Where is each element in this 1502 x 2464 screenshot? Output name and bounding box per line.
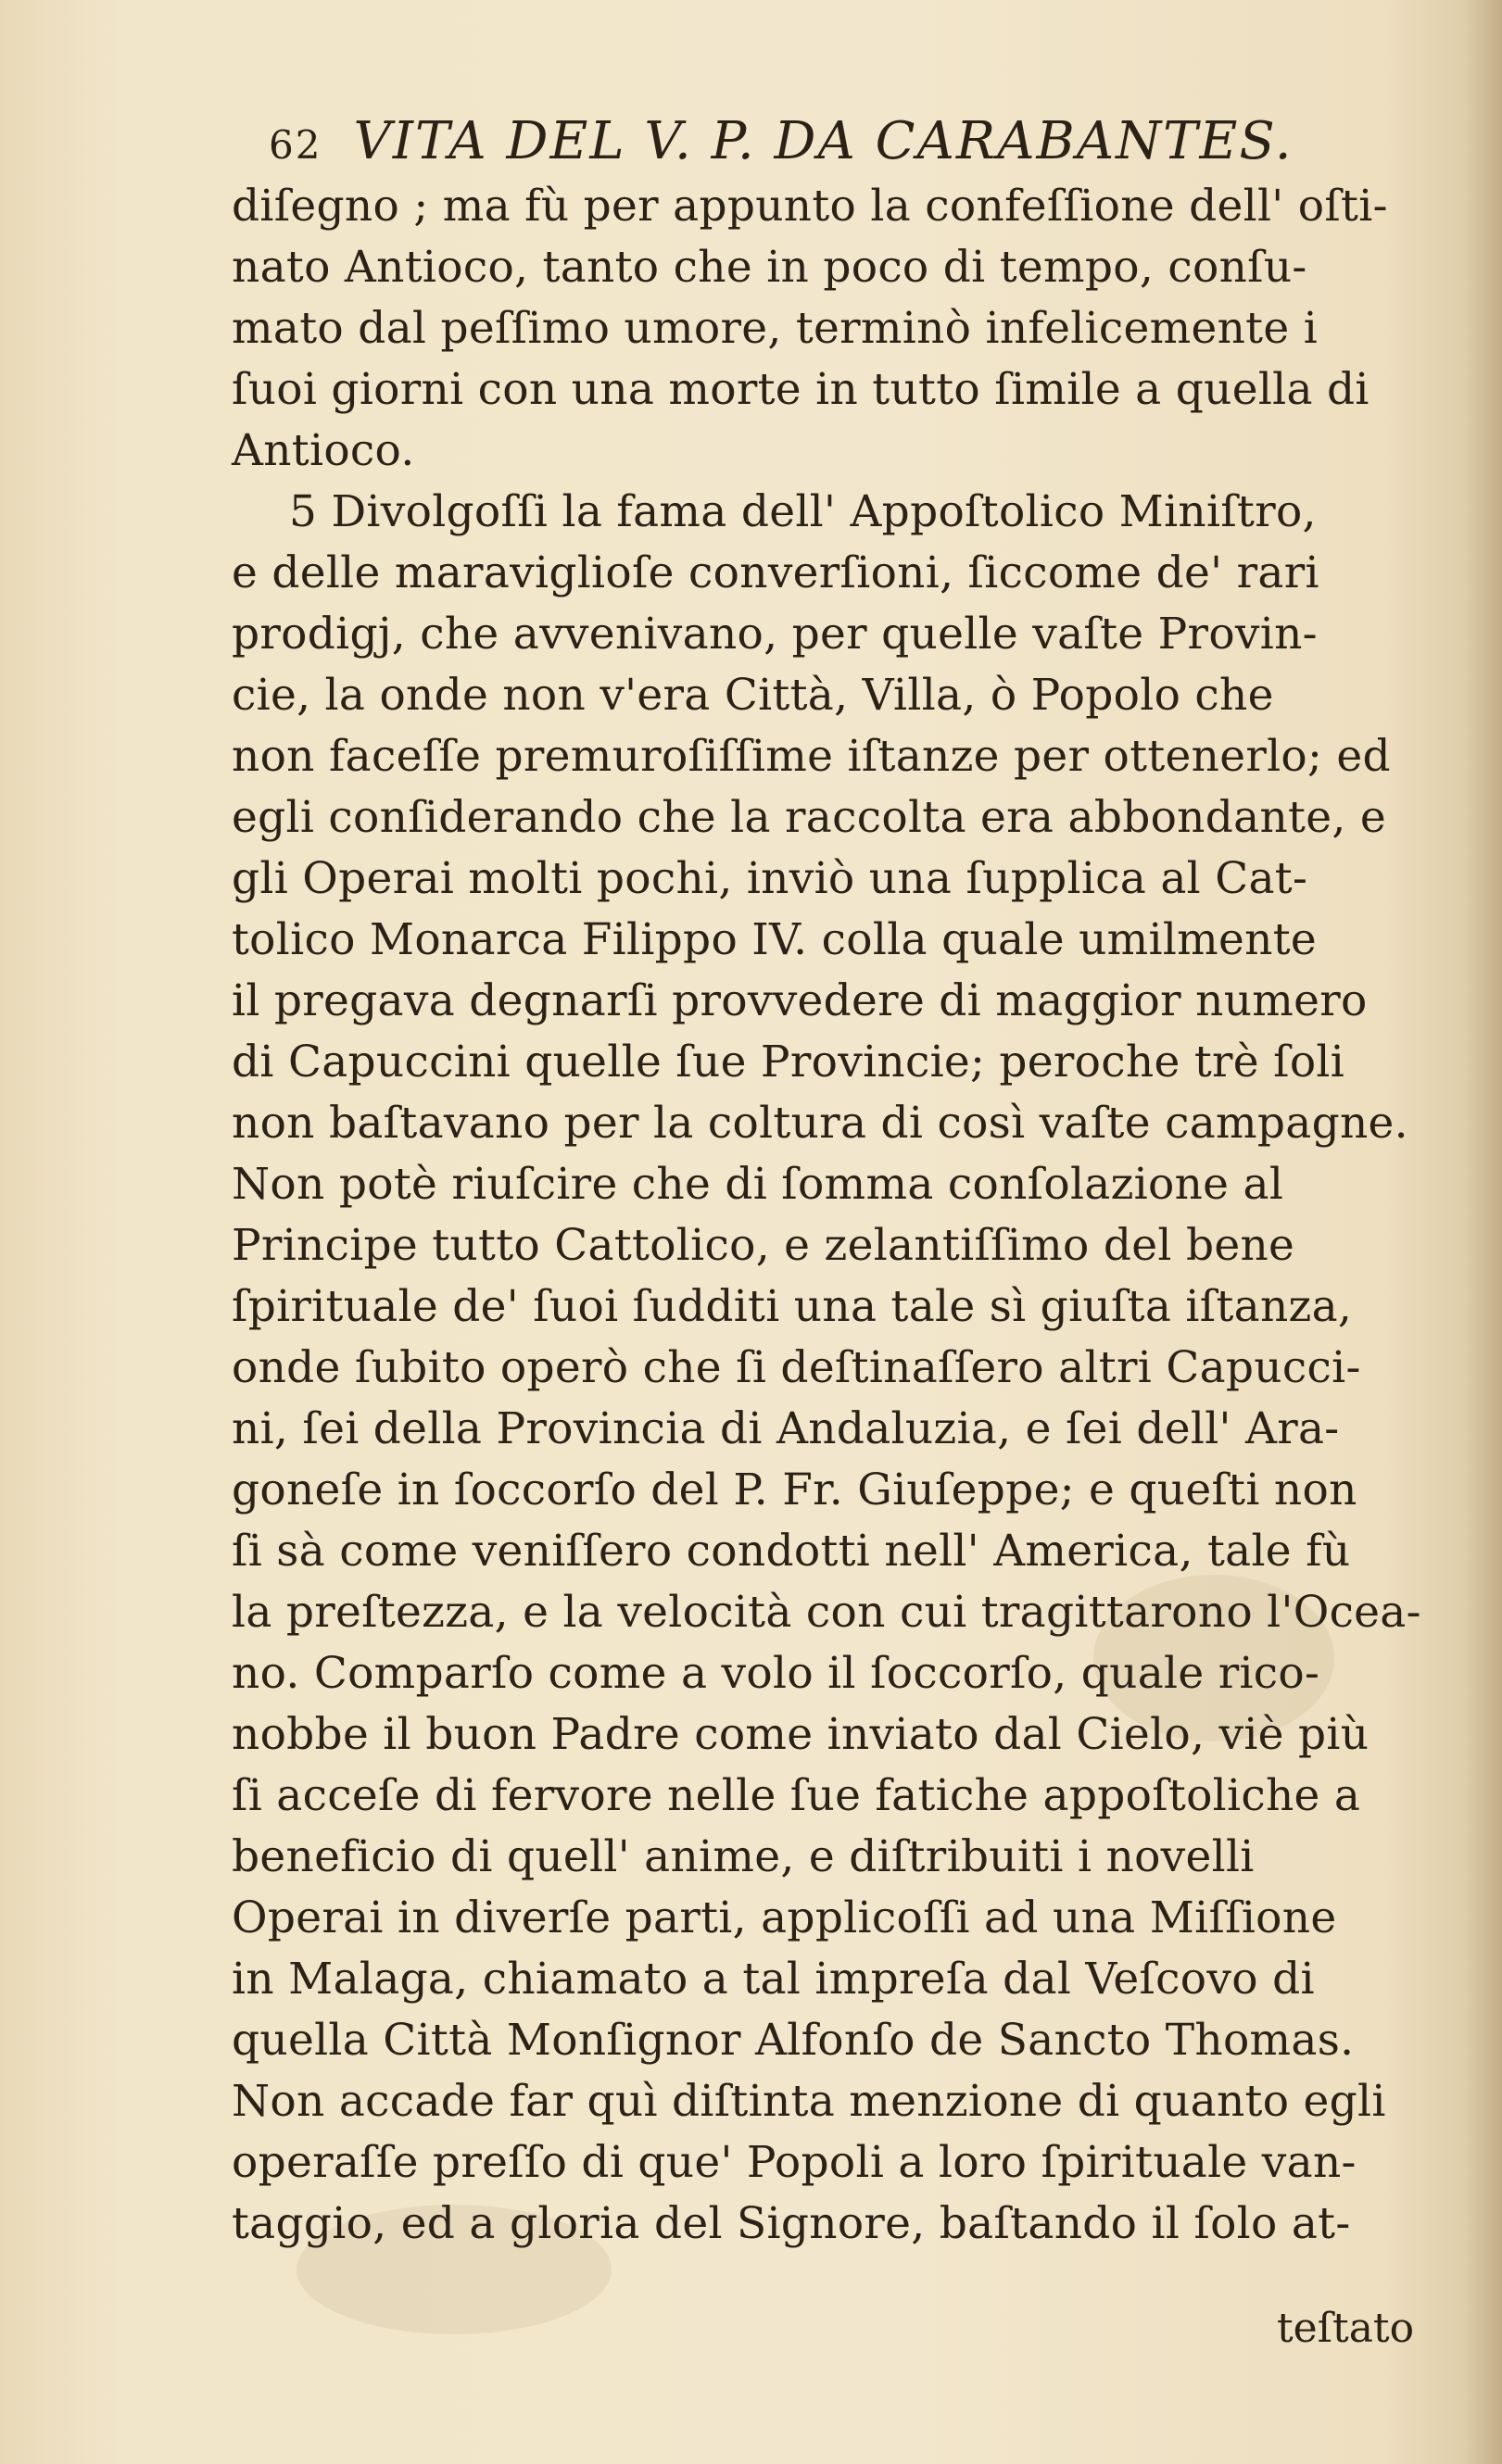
text-line: prodigj, che avvenivano, per quelle vaſte Provin- bbox=[232, 609, 1318, 660]
text-line: ſi sà come veniſſero condotti nell' America, tale fù bbox=[232, 1526, 1351, 1577]
text-line: Operai in diverſe parti, applicoſſi ad una Miſſione bbox=[232, 1892, 1337, 1943]
paragraph-start-line: 5 Divolgoſſi la fama dell' Appoſtolico Miniſtro, bbox=[289, 486, 1317, 537]
text-line: Antioco. bbox=[232, 425, 415, 476]
text-line: non faceſſe premuroſiſſime iſtanze per ottenerlo; ed bbox=[232, 731, 1391, 782]
text-line: Non potè riuſcire che di ſomma conſolazione al bbox=[232, 1159, 1284, 1210]
text-line: operaſſe preſſo di que' Popoli a loro ſpirituale van- bbox=[232, 2137, 1357, 2188]
text-line: Non accade far quì diſtinta menzione di quanto egli bbox=[232, 2076, 1386, 2127]
page-number: 62 bbox=[269, 122, 322, 168]
text-line: ſi acceſe di fervore nelle ſue fatiche appoſtoliche a bbox=[232, 1770, 1361, 1821]
text-line: beneficio di quell' anime, e diſtribuiti i novelli bbox=[232, 1831, 1255, 1882]
text-line: il pregava degnarſi provvedere di maggior numero bbox=[232, 975, 1368, 1026]
text-line: ſpirituale de' ſuoi ſudditi una tale sì giuſta iſtanza, bbox=[232, 1281, 1353, 1332]
text-line: ni, ſei della Provincia di Andaluzia, e ſei dell' Ara- bbox=[232, 1403, 1340, 1454]
text-line: no. Comparſo come a volo il ſoccorſo, quale rico- bbox=[232, 1648, 1320, 1699]
text-line: non baſtavano per la coltura di così vaſte campagne. bbox=[232, 1098, 1408, 1149]
body-text bbox=[232, 176, 1492, 2255]
text-line: gli Operai molti pochi, inviò una ſupplica al Cat- bbox=[232, 853, 1308, 904]
text-line: quella Città Monſignor Alfonſo de Sancto Thomas. bbox=[232, 2015, 1355, 2066]
text-line: egli conſiderando che la raccolta era abbondante, e bbox=[232, 792, 1386, 843]
text-line: taggio, ed a gloria del Signore, baſtando il ſolo at- bbox=[232, 2198, 1351, 2249]
text-line: onde ſubito operò che ſi deſtinaſſero altri Capucci- bbox=[232, 1342, 1361, 1393]
text-line: in Malaga, chiamato a tal impreſa dal Veſcovo di bbox=[232, 1954, 1315, 2005]
running-title: VITA DEL V. P. DA CARABANTES. bbox=[353, 111, 1294, 171]
text-line: mato dal peſſimo umore, terminò infelicemente i bbox=[232, 303, 1319, 354]
text-line: nobbe il buon Padre come inviato dal Cielo, viè più bbox=[232, 1709, 1369, 1760]
text-line: Principe tutto Cattolico, e zelantiſſimo del bene bbox=[232, 1220, 1295, 1271]
text-line: cie, la onde non v'era Città, Villa, ò Popolo che bbox=[232, 670, 1274, 721]
text-line: e delle maraviglioſe converſioni, ſiccome de' rari bbox=[232, 547, 1319, 598]
text-line: di Capuccini quelle ſue Provincie; peroche trè ſoli bbox=[232, 1037, 1345, 1087]
catchword: teſtato bbox=[1277, 2305, 1415, 2352]
text-line: ſuoi giorni con una morte in tutto ſimile a quella di bbox=[232, 364, 1369, 415]
text-line: diſegno ; ma fù per appunto la confeſſione dell' oſti- bbox=[232, 181, 1388, 232]
text-line: la preſtezza, e la velocità con cui tragittarono l'Ocea- bbox=[232, 1587, 1421, 1638]
text-line: tolico Monarca Filippo IV. colla quale umilmente bbox=[232, 914, 1318, 965]
text-line: nato Antioco, tanto che in poco di tempo, conſu- bbox=[232, 242, 1307, 293]
text-line: goneſe in ſoccorſo del P. Fr. Giuſeppe; e queſti non bbox=[232, 1465, 1357, 1515]
running-head bbox=[269, 109, 1501, 174]
